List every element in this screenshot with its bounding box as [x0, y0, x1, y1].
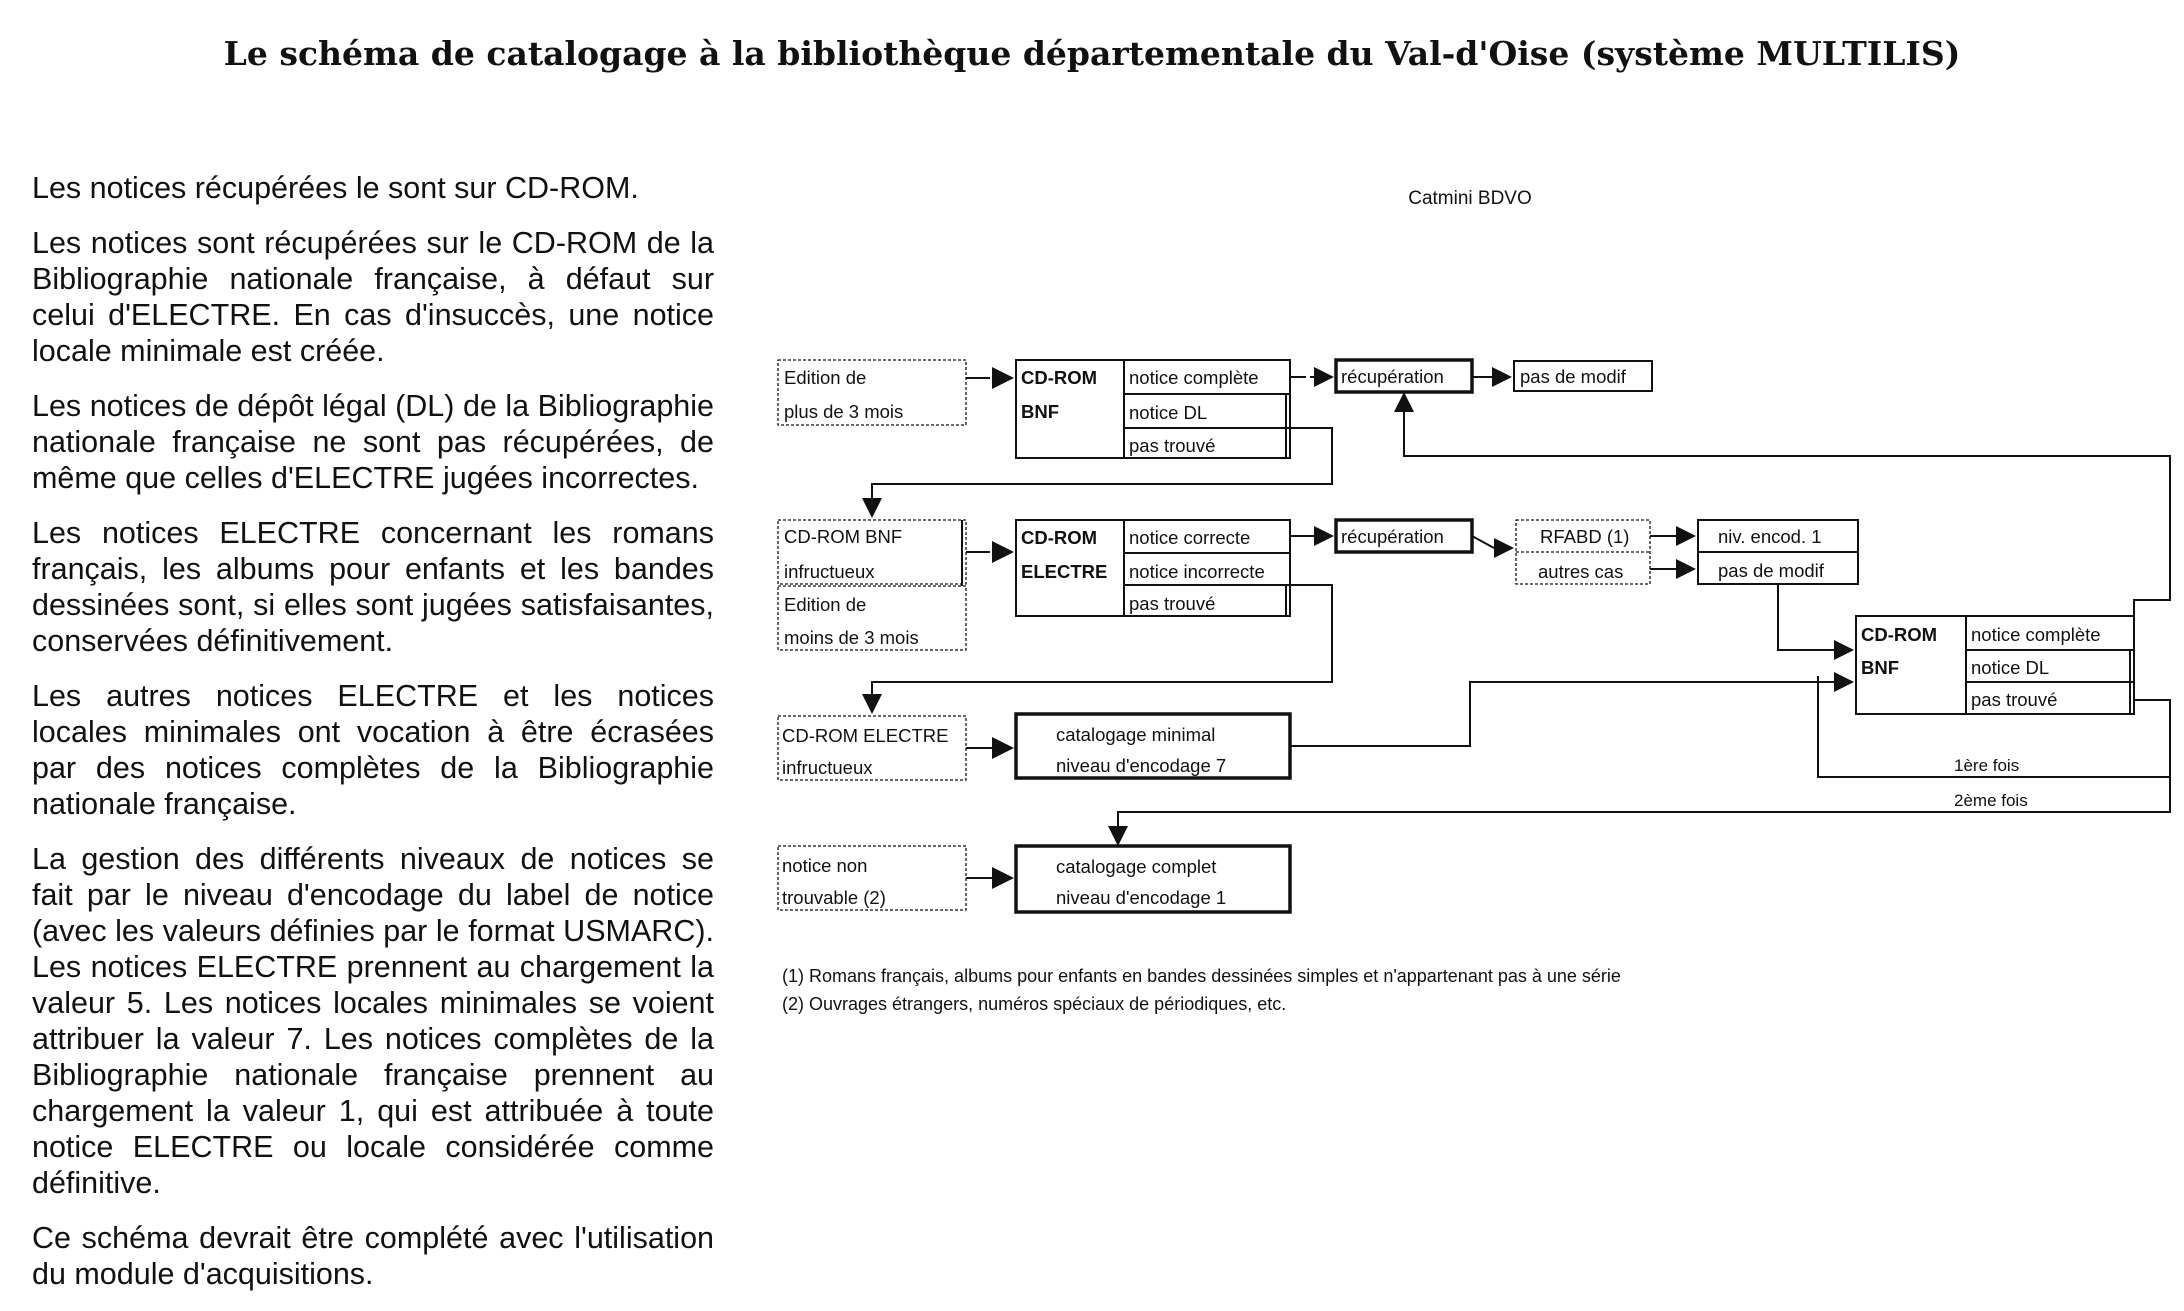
- arrow-to-bnf-recheck: [1834, 640, 1854, 660]
- row4-condition-line2: trouvable (2): [782, 887, 886, 908]
- row1-condition-line1: Edition de: [784, 367, 867, 388]
- row1-condition-line2: plus de 3 mois: [784, 401, 904, 422]
- row2-condition-b-line2: moins de 3 mois: [784, 627, 919, 648]
- row1-option-not-found: pas trouvé: [1129, 435, 1216, 456]
- loop-first-time-label: 1ère fois: [1954, 756, 2020, 775]
- row2-source-line1: CD-ROM: [1021, 527, 1098, 548]
- row2-case-rfabd: RFABD (1): [1540, 526, 1630, 547]
- paragraph-4: Les notices ELECTRE concernant les romans français, les albums pour enfants et les bandes dessinées sont, si elles sont jugées satisfaisantes, conservées définitivement.: [32, 516, 714, 658]
- paragraph-6: La gestion des différents niveaux de notices se fait par le niveau d'encodage du label de notice (avec les valeurs définies par le format USMARC). Les notices ELECTRE prennent au chargement la valeur 5. Les notices locales minimales se voient attribuer la valeur 7. Les notices complètes de la Bibliographie nationale française prennent au chargement la valeur 1, qui est attribuée à toute notice ELECTRE ou locale considérée comme définitive.: [32, 842, 714, 1200]
- row4-condition-line1: notice non: [782, 855, 868, 876]
- row1-result-label: pas de modif: [1520, 366, 1626, 387]
- row2-result-level1: niv. encod. 1: [1718, 526, 1822, 547]
- row3-condition-line2: infructueux: [782, 757, 873, 778]
- row2-source-line2: ELECTRE: [1021, 561, 1108, 582]
- row2-condition-a-line2: infructueux: [784, 561, 875, 582]
- paragraph-3: Les notices de dépôt légal (DL) de la Bibliographie nationale française ne sont pas récupérées, de même que celles d'ELECTRE jugées incorrectes.: [32, 389, 714, 495]
- arrow-row2-to-electre: [992, 541, 1014, 563]
- arrow-to-level1: [1676, 526, 1696, 546]
- row4-full-line1: catalogage complet: [1056, 856, 1217, 877]
- row1-option-complete: notice complète: [1129, 367, 1259, 388]
- arrow-up-to-recuperation-1: [1394, 392, 1414, 412]
- paragraph-5: Les autres notices ELECTRE et les notices locales minimales ont vocation à être écrasées par des notices complètes de la Bibliographie nationale française.: [32, 679, 714, 821]
- paragraph-1: Les notices récupérées le sont sur CD-ROM.: [32, 171, 639, 205]
- arrow-row4-to-full: [992, 867, 1014, 889]
- row2-bnf-option-not-found: pas trouvé: [1971, 689, 2058, 710]
- row2-case-other: autres cas: [1538, 561, 1624, 582]
- row3-minimal-line2: niveau d'encodage 7: [1056, 755, 1227, 776]
- row2-result-no-change: pas de modif: [1718, 560, 1824, 581]
- row3-condition-line1: CD-ROM ELECTRE: [782, 725, 949, 746]
- arrow-row1-to-bnf: [992, 367, 1014, 389]
- row2-option-incorrect: notice incorrecte: [1129, 561, 1265, 582]
- row2-condition-a-line1: CD-ROM BNF: [784, 526, 903, 547]
- row1-source-line2: BNF: [1021, 401, 1060, 422]
- row2-bnf-option-dl: notice DL: [1971, 657, 2050, 678]
- arrow-down-to-full-cataloguing: [1108, 826, 1128, 846]
- row4-full-line2: niveau d'encodage 1: [1056, 887, 1227, 908]
- row2-action-label: récupération: [1341, 526, 1444, 547]
- arrow-to-no-change-1: [1492, 367, 1512, 387]
- paragraph-7: Ce schéma devrait être complété avec l'utilisation du module d'acquisitions.: [32, 1221, 714, 1291]
- row3-minimal-line1: catalogage minimal: [1056, 724, 1216, 745]
- row2-condition-b-line1: Edition de: [784, 594, 867, 615]
- row2-bnf-line1: CD-ROM: [1861, 624, 1938, 645]
- row2-option-not-found: pas trouvé: [1129, 593, 1216, 614]
- row2-bnf-line2: BNF: [1861, 657, 1900, 678]
- footnote-1: (1) Romans français, albums pour enfants en bandes dessinées simples et n'appartenant pas à une série: [782, 966, 1621, 986]
- row1-action-label: récupération: [1341, 366, 1444, 387]
- row2-bnf-option-complete: notice complète: [1971, 624, 2101, 645]
- paragraph-2: Les notices sont récupérées sur le CD-ROM de la Bibliographie nationale française, à défaut sur celui d'ELECTRE. En cas d'insuccès, une notice locale minimale est créée.: [32, 226, 714, 368]
- page-title: Le schéma de catalogage à la bibliothèque départementale du Val-d'Oise (système MULTILIS): [223, 34, 1961, 73]
- row1-option-dl: notice DL: [1129, 402, 1208, 423]
- arrow-down-to-row3: [862, 694, 882, 714]
- arrow-to-recuperation-1: [1314, 367, 1334, 387]
- arrow-to-no-change-2: [1676, 559, 1696, 579]
- arrow-to-cases: [1494, 538, 1514, 558]
- footnote-2: (2) Ouvrages étrangers, numéros spéciaux de périodiques, etc.: [782, 994, 1287, 1014]
- diagram-title: Catmini BDVO: [1408, 188, 1532, 209]
- footnotes: [782, 962, 1982, 1018]
- arrow-row3-to-minimal: [992, 737, 1014, 759]
- arrow-minimal-to-bnf: [1834, 672, 1854, 692]
- row1-source-line1: CD-ROM: [1021, 367, 1098, 388]
- arrow-to-recuperation-2: [1314, 526, 1334, 546]
- arrow-down-to-row2: [862, 498, 882, 518]
- loop-second-time-label: 2ème fois: [1954, 791, 2028, 810]
- row2-option-correct: notice correcte: [1129, 527, 1251, 548]
